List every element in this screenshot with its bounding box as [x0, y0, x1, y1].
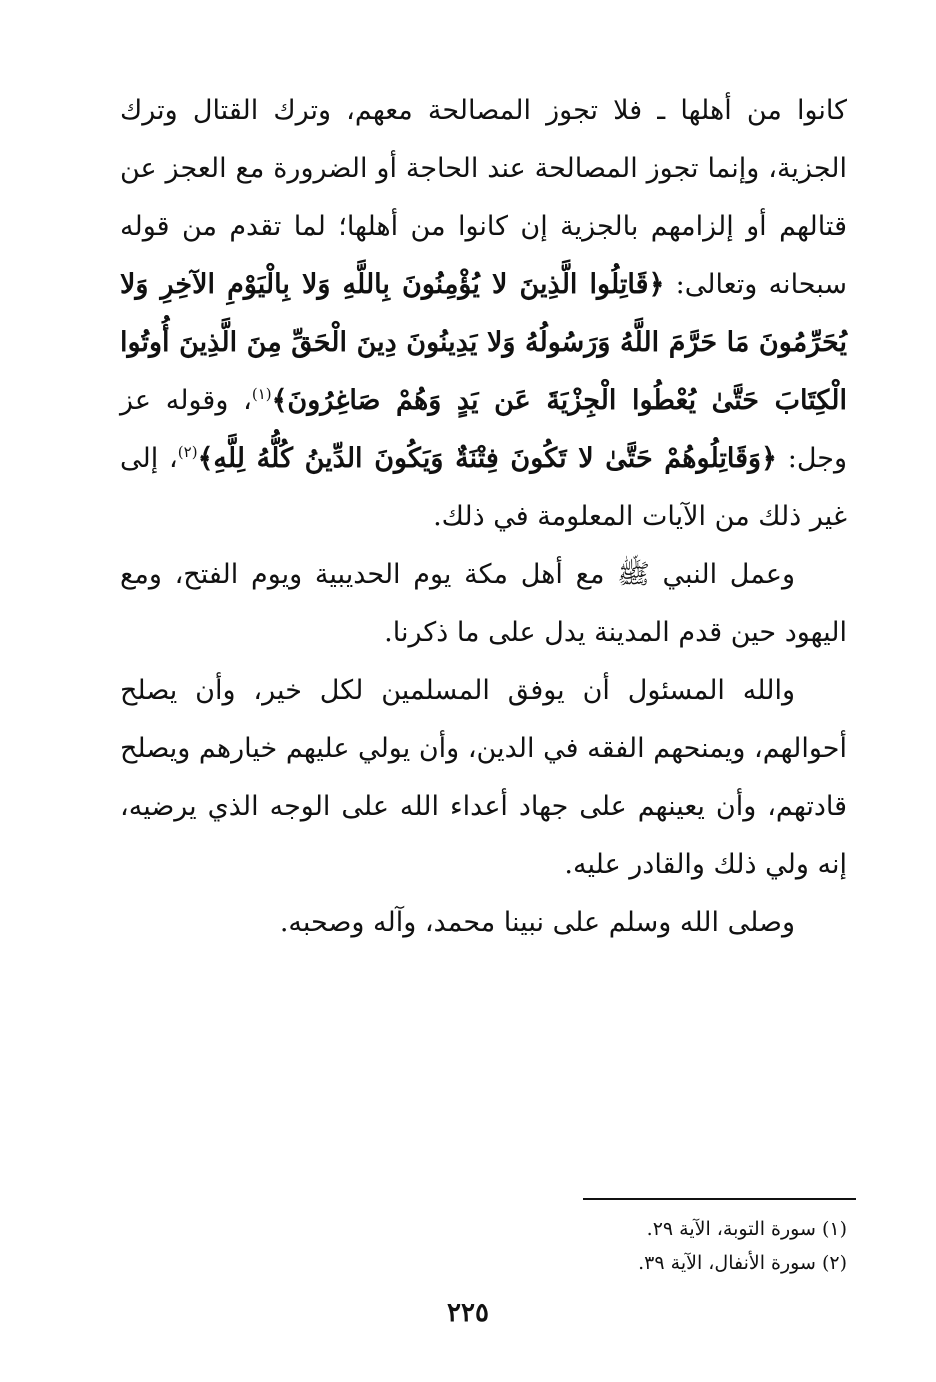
footnote-1: (١) سورة التوبة، الآية ٢٩.	[646, 1218, 847, 1240]
paragraph-2: وعمل النبي ﷺ مع أهل مكة يوم الحديبية ويوم الفتح، ومع اليهود حين قدم المدينة يدل على ما ذكرنا.	[120, 559, 847, 648]
quran-verse-2: ﴿وَقَاتِلُوهُمْ حَتَّىٰ لا تَكُونَ فِتْنَةٌ وَيَكُونَ الدِّينُ كُلُّهُ لِلَّهِ﴾	[197, 443, 777, 474]
paragraph-3: والله المسئول أن يوفق المسلمين لكل خير، وأن يصلح أحوالهم، ويمنحهم الفقه في الدين، وأن يولي عليهم خيارهم ويصلح قادتهم، وأن يعينهم على جهاد أعداء الله على الوجه الذي يرضيه، إنه ولي ذلك والقادر عليه.	[120, 675, 847, 880]
footnote-divider	[583, 1198, 856, 1200]
paragraph-1-text-b: ، وقوله عز وجل:	[120, 385, 848, 474]
footnote-ref-2: (٢)	[177, 443, 198, 461]
paragraph-1-text-c: ، إلى غير ذلك من الآيات المعلومة في ذلك.	[120, 443, 847, 532]
quran-verse-1: ﴿قَاتِلُوا الَّذِينَ لا يُؤْمِنُونَ بِاللَّهِ وَلا بِالْيَوْمِ الآخِرِ وَلا يُحَرِّمُونَ مَا حَرَّمَ اللَّهُ وَرَسُولُهُ وَلا يَدِينُونَ دِينَ الْحَقِّ مِنَ الَّذِينَ أُوتُوا الْكِتَابَ حَتَّىٰ يُعْطُوا الْجِزْيَةَ عَن يَدٍ وَهُمْ صَاغِرُونَ﴾	[120, 269, 847, 416]
paragraph-4: وصلى الله وسلم على نبينا محمد، وآله وصحبه.	[279, 907, 795, 938]
footnote-ref-1: (١)	[251, 385, 272, 403]
page-number: ٢٢٥	[447, 1298, 489, 1328]
main-text	[120, 82, 847, 952]
footnotes	[380, 1212, 847, 1280]
footnote-2: (٢) سورة الأنفال، الآية ٣٩.	[638, 1252, 847, 1274]
paragraph-1-text-a: كانوا من أهلها ـ فلا تجوز المصالحة معهم، وترك القتال وترك الجزية، وإنما تجوز المصالحة عند الحاجة أو الضرورة مع العجز عن قتالهم أو إلزامهم بالجزية إن كانوا من أهلها؛ لما تقدم من قوله سبحانه وتعالى:	[120, 95, 848, 300]
paragraph-1	[120, 82, 847, 546]
